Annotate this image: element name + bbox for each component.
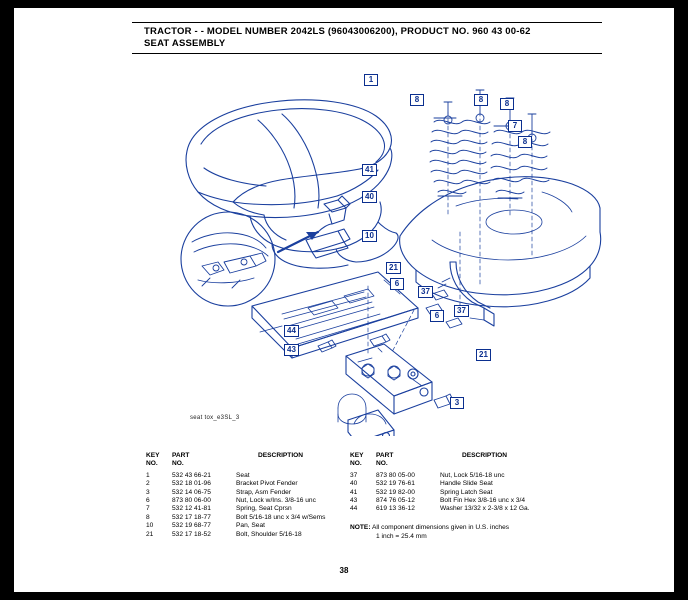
cell-desc: Washer 13/32 x 2-3/8 x 12 Ga. — [440, 505, 530, 513]
cell-desc: Nut, Lock 5/16-18 unc — [440, 471, 505, 479]
cell-part: 532 19 82-00 — [376, 488, 415, 496]
callout-8c: 8 — [500, 98, 514, 110]
col-part-label-1: PART — [376, 452, 394, 459]
cell-part: 532 14 06-75 — [172, 488, 211, 496]
callout-44: 44 — [284, 325, 299, 337]
cell-desc: Nut, Lock w/Ins. 3/8-16 unc — [236, 497, 316, 505]
cell-part: 532 12 41-81 — [172, 505, 211, 513]
cell-key: 40 — [350, 480, 358, 488]
cell-part: 532 17 18-52 — [172, 530, 211, 538]
callout-8a: 8 — [410, 94, 424, 106]
col-desc-label: DESCRIPTION — [258, 452, 304, 459]
note-block — [350, 523, 580, 541]
callout-41: 41 — [362, 164, 377, 176]
page-header — [132, 26, 602, 50]
callout-7: 7 — [508, 120, 522, 132]
callout-8b: 8 — [474, 94, 488, 106]
cell-desc: Bracket Pivot Fender — [236, 480, 298, 488]
parts-table-right — [350, 452, 612, 514]
manual-page — [14, 8, 674, 592]
callout-3: 3 — [450, 397, 464, 409]
col-part-label-2: NO. — [376, 460, 388, 468]
cell-part: 874 76 05-12 — [376, 497, 415, 505]
exploded-diagram — [132, 56, 602, 436]
cell-key: 44 — [350, 505, 358, 513]
cell-key: 3 — [146, 488, 150, 496]
cell-part: 532 19 68-77 — [172, 522, 211, 530]
cell-key: 43 — [350, 497, 358, 505]
cell-key: 10 — [146, 522, 154, 530]
col-key-label-2: NO. — [350, 460, 362, 468]
header-line-2: SEAT ASSEMBLY — [144, 38, 226, 49]
cell-part: 619 13 36-12 — [376, 505, 415, 513]
cell-desc: Pan, Seat — [236, 522, 265, 530]
cell-desc: Bolt Fin Hex 3/8-16 unc x 3/4 — [440, 497, 526, 505]
cell-part: 873 80 06-00 — [172, 497, 211, 505]
header-rule-bottom — [132, 53, 602, 54]
cell-key: 37 — [350, 471, 358, 479]
col-key-label-1: KEY — [350, 452, 364, 459]
cell-desc: Spring Latch Seat — [440, 488, 493, 496]
cell-key: 7 — [146, 505, 150, 513]
table-row — [350, 472, 612, 480]
parts-right-header-2 — [350, 460, 612, 468]
col-part-label-2: NO. — [172, 460, 184, 468]
callout-6b: 6 — [430, 310, 444, 322]
callout-43: 43 — [284, 344, 299, 356]
cell-key: 41 — [350, 488, 358, 496]
callout-21b: 21 — [476, 349, 491, 361]
col-part-label-1: PART — [172, 452, 190, 459]
cell-desc: Bolt, Shoulder 5/16-18 — [236, 530, 302, 538]
cell-key: 6 — [146, 497, 150, 505]
table-row — [350, 480, 612, 488]
header-rule-top — [132, 22, 602, 23]
header-line-1: TRACTOR - - MODEL NUMBER 2042LS (96043006200), PRODUCT NO. 960 43 00-62 — [144, 26, 531, 37]
col-desc-label: DESCRIPTION — [462, 452, 508, 459]
cell-part: 532 18 01-96 — [172, 480, 211, 488]
table-row — [146, 514, 408, 522]
col-key-label-2: NO. — [146, 460, 158, 468]
cell-key: 21 — [146, 530, 154, 538]
callout-37a: 37 — [418, 286, 433, 298]
diagram-svg — [132, 56, 602, 436]
table-row — [350, 489, 612, 497]
note-label: NOTE: — [350, 524, 371, 531]
page-number: 38 — [339, 566, 349, 575]
note-line-1: All component dimensions given in U.S. inches — [371, 524, 510, 531]
callout-21a: 21 — [386, 262, 401, 274]
callout-6a: 6 — [390, 278, 404, 290]
col-key-label-1: KEY — [146, 452, 160, 459]
cell-key: 1 — [146, 471, 150, 479]
cell-desc: Spring, Seat Cprsn — [236, 505, 292, 513]
cell-desc: Bolt 5/16-18 unc x 3/4 w/Sems — [236, 513, 326, 521]
cell-part: 873 80 05-00 — [376, 471, 415, 479]
callout-10: 10 — [362, 230, 377, 242]
cell-part: 532 17 18-77 — [172, 513, 211, 521]
cell-key: 8 — [146, 513, 150, 521]
callout-1: 1 — [364, 74, 378, 86]
callout-8d: 8 — [518, 136, 532, 148]
cell-desc: Strap, Asm Fender — [236, 488, 291, 496]
table-row — [350, 505, 612, 513]
cell-part: 532 43 66-21 — [172, 471, 211, 479]
figure-caption: seat tox_e3SL_3 — [190, 415, 240, 421]
cell-part: 532 19 76-61 — [376, 480, 415, 488]
callout-37b: 37 — [454, 305, 469, 317]
cell-desc: Seat — [236, 471, 250, 479]
callout-40: 40 — [362, 191, 377, 203]
note-line-2: 1 inch = 25.4 mm — [376, 533, 427, 540]
cell-key: 2 — [146, 480, 150, 488]
parts-right-header-1 — [350, 452, 612, 460]
table-row — [350, 497, 612, 505]
cell-desc: Handle Slide Seat — [440, 480, 493, 488]
